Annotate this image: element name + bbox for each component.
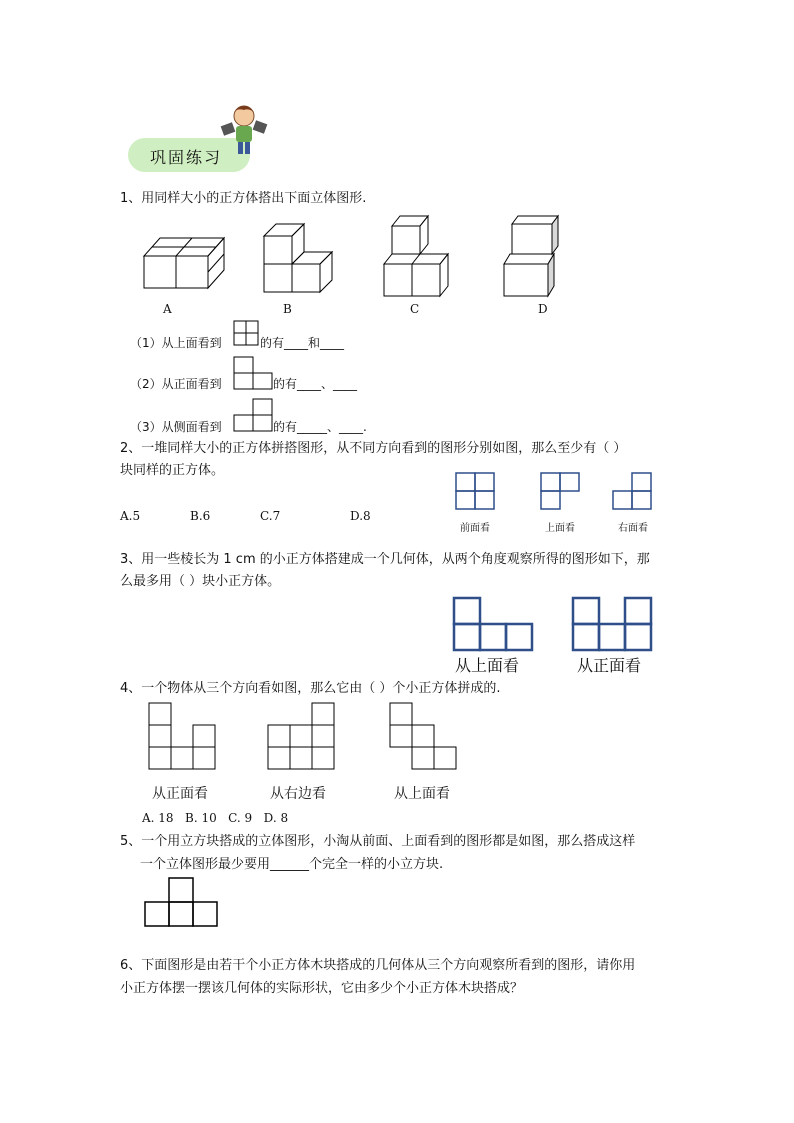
q1-sub3-prefix: （3）从侧面看到 xyxy=(130,420,222,434)
cartoon-boy-icon xyxy=(218,100,268,160)
q5-line2: 一个立体图形最少要用______个完全一样的小立方块. xyxy=(140,857,444,872)
figure-c xyxy=(380,212,465,302)
q4-front-view xyxy=(148,702,218,772)
figure-c-label: C xyxy=(410,302,420,316)
q6-line1: 6、下面图形是由若干个小正方体木块搭成的几何体从三个方向观察所看到的图形，请你用 xyxy=(120,958,636,973)
figure-a xyxy=(140,232,235,292)
q5-view xyxy=(144,877,218,927)
q2-line1: 2、一堆同样大小的正方体拼搭图形，从不同方向看到的图形分别如图，那么至少有（ ） xyxy=(120,441,627,456)
section-title: 巩固练习 xyxy=(150,148,223,167)
q2-option-b: B.6 xyxy=(190,509,211,523)
q3-line2: 么最多用（ ）块小正方体。 xyxy=(120,574,281,589)
q2-caption-front: 前面看 xyxy=(460,523,490,534)
q1-text: 1、用同样大小的正方体搭出下面立体图形. xyxy=(120,191,367,206)
q1-sub1-prefix: （1）从上面看到 xyxy=(130,336,222,350)
q2-caption-top: 上面看 xyxy=(545,523,575,534)
q2-front-view xyxy=(455,472,495,510)
q4-caption-top: 从上面看 xyxy=(394,786,450,802)
q5-line1: 5、一个用立方块搭成的立体图形，小淘从前面、上面看到的图形都是如图，那么搭成这样 xyxy=(120,834,636,849)
q1-sub3-view xyxy=(233,398,273,432)
q3-front-view xyxy=(571,596,653,652)
q4-top-view xyxy=(389,702,459,772)
q4-right-view xyxy=(267,702,337,772)
q4-caption-front: 从正面看 xyxy=(152,786,208,802)
q4-text: 4、一个物体从三个方向看如图，那么它由（ ）个小正方体拼成的. xyxy=(120,681,501,696)
q3-line1: 3、用一些棱长为 1 cm 的小正方体搭建成一个几何体，从两个角度观察所得的图形如下，那 xyxy=(120,552,650,567)
q1-sub3-blank: 的有_____、____. xyxy=(273,420,367,434)
q1-sub1-view xyxy=(233,320,259,346)
figure-b xyxy=(258,222,358,297)
q2-caption-right: 右面看 xyxy=(618,523,648,534)
q1-sub2-prefix: （2）从正面看到 xyxy=(130,377,222,391)
q2-right-view xyxy=(612,472,652,510)
q3-caption-front: 从正面看 xyxy=(577,656,642,675)
q2-line2: 块同样的正方体。 xyxy=(120,463,225,478)
figure-a-label: A xyxy=(163,302,172,316)
q3-top-view xyxy=(452,596,534,652)
q6-line2: 小正方体摆一摆该几何体的实际形状，它由多少个小正方体木块搭成？ xyxy=(120,981,524,996)
q2-option-d: D.8 xyxy=(350,509,371,523)
q4-caption-right: 从右边看 xyxy=(270,786,326,802)
q2-top-view xyxy=(540,472,580,510)
q1-sub1-blank: 的有____和____ xyxy=(260,336,345,350)
q2-option-a: A.5 xyxy=(120,509,141,523)
q1-sub2-blank: 的有____、____ xyxy=(273,377,358,391)
figure-b-label: B xyxy=(283,302,292,316)
figure-d-label: D xyxy=(538,302,548,316)
q3-caption-top: 从上面看 xyxy=(455,656,520,675)
q1-sub2-view xyxy=(233,356,273,390)
q4-options: A. 18 B. 10 C. 9 D. 8 xyxy=(142,811,289,825)
figure-d xyxy=(500,212,570,302)
q2-option-c: C.7 xyxy=(260,509,281,523)
